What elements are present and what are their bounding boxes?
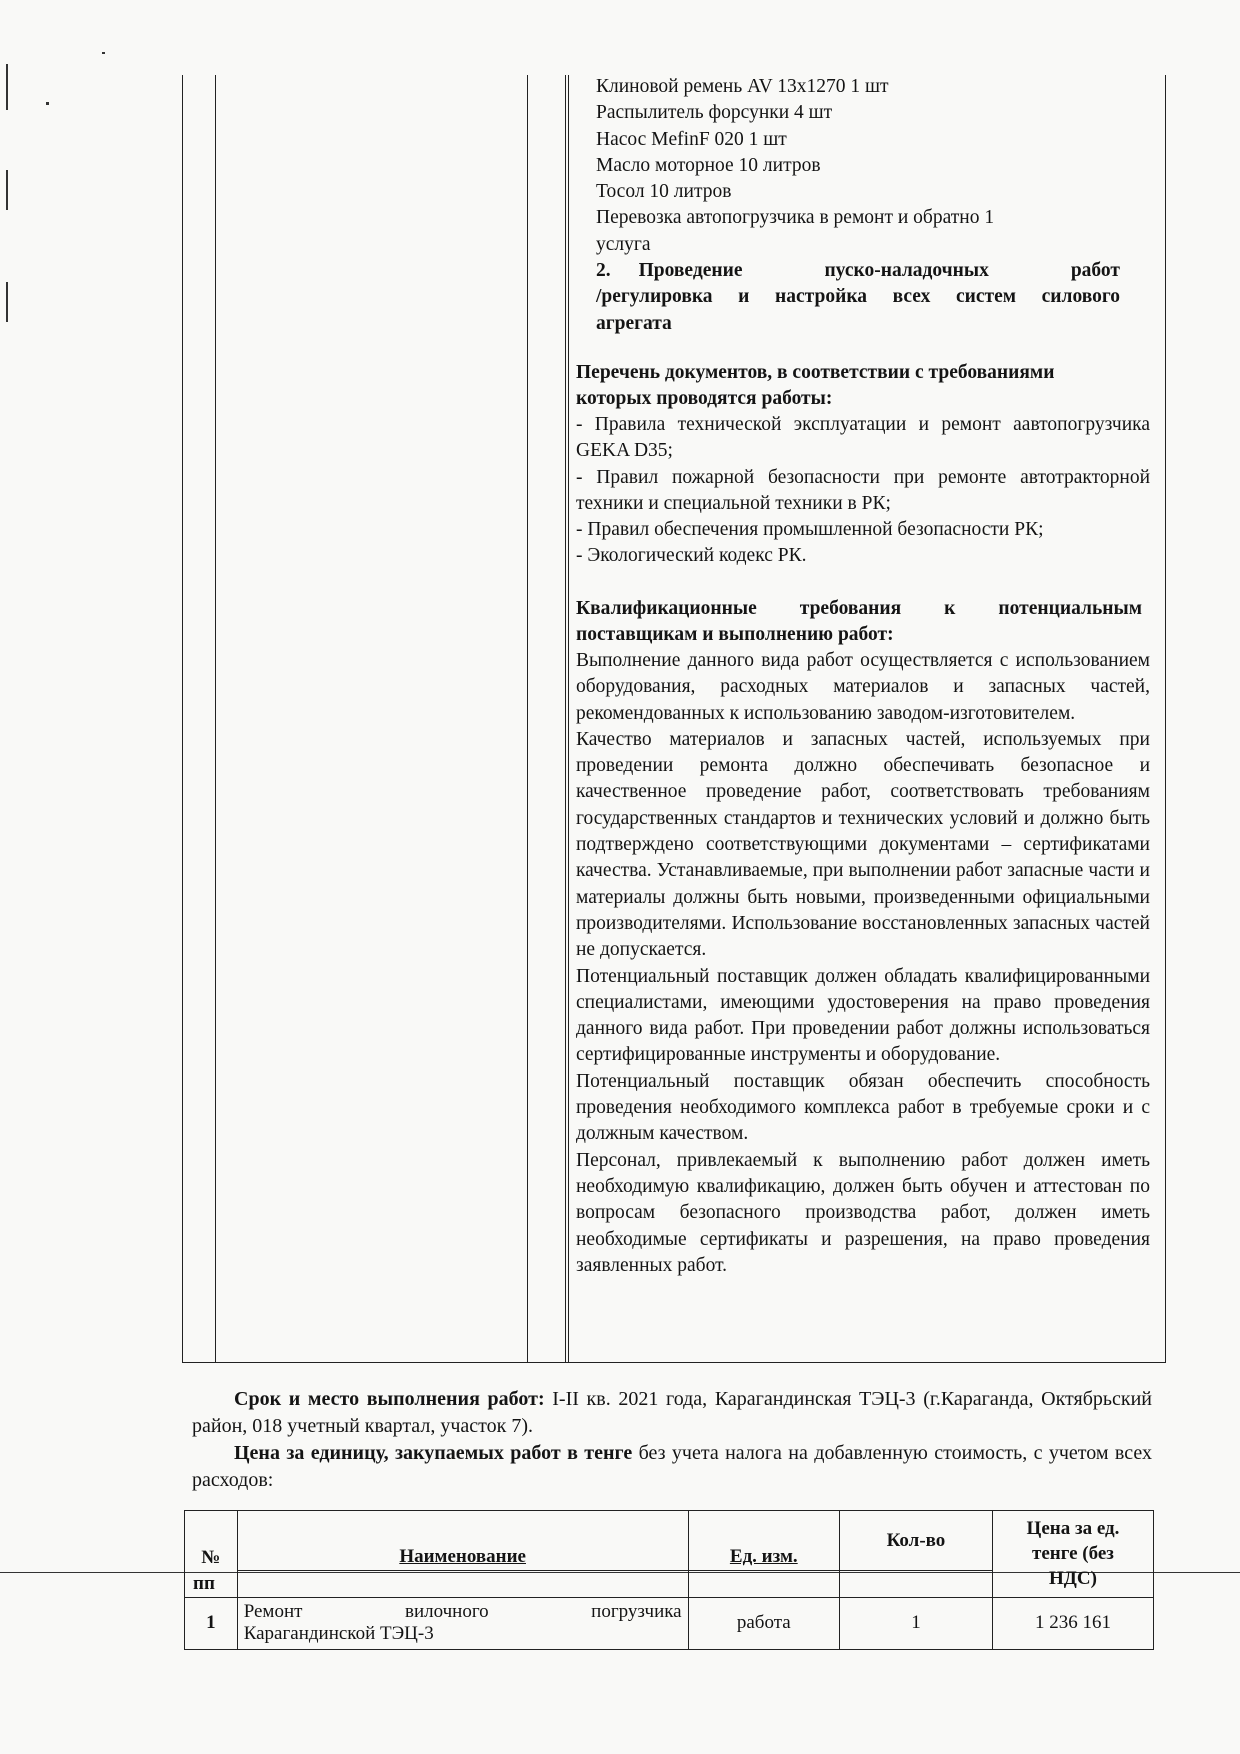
header-price: Цена за ед. тенге (без НДС) xyxy=(992,1511,1153,1598)
list-item: услуга xyxy=(596,233,651,255)
list-item: - Правила технической эксплуатации и ремонт аавтопогрузчика GEKA D35; xyxy=(576,414,1150,462)
price-note-paragraph xyxy=(192,1440,1152,1494)
list-item: Распылитель форсунки 4 шт xyxy=(596,102,833,124)
scan-mark xyxy=(6,64,8,110)
header-empty xyxy=(839,1571,992,1598)
item-2-line1: Проведение пуско-наладочных работ xyxy=(638,260,1120,281)
paragraph: Выполнение данного вида работ осуществляется с использованием оборудования, расходных материалов и запасных частей, рекомендованных к использованию заводом-изготовителем. xyxy=(576,650,1150,724)
table-column-divider xyxy=(215,75,216,1363)
item-2-line3: агрегата xyxy=(596,312,672,334)
header-empty xyxy=(237,1571,688,1598)
table-column-divider xyxy=(565,75,566,1363)
price-table xyxy=(184,1510,1154,1650)
paragraph: Потенциальный поставщик обязан обеспечить способность проведения необходимого комплекса работ в требуемые сроки и с должным качеством. xyxy=(576,1070,1150,1145)
documents-title: Перечень документов, в соответствии с требованиями которых проводятся работы: xyxy=(576,362,1055,410)
paragraph: Потенциальный поставщик должен обладать квалифицированными специалистами, имеющими удостоверения на право проведения данного вида работ. При проведении работ должны использоваться сертифицированные инструменты и оборудование. xyxy=(576,965,1150,1066)
scan-mark xyxy=(6,282,8,322)
item-2-heading xyxy=(596,258,1120,337)
row-num: 1 xyxy=(185,1597,238,1649)
scan-mark xyxy=(46,102,49,105)
header-num: № xyxy=(185,1511,238,1571)
table-column-divider xyxy=(527,75,528,1363)
qualification-text xyxy=(576,648,1150,1279)
price-note-text: без учета налога на добавленную стоимость, с учетом всех расходов: xyxy=(192,1442,1152,1491)
scan-mark xyxy=(6,170,8,210)
list-item: Клиновой ремень AV 13х1270 1 шт xyxy=(596,76,889,97)
table-header-row xyxy=(185,1511,1154,1571)
header-unit: Ед. изм. xyxy=(688,1511,839,1571)
terms-label: Срок и место выполнения работ: xyxy=(234,1388,545,1410)
header-num-cont: пп xyxy=(185,1571,238,1598)
row-name: Ремонт вилочного погрузчика Карагандинской ТЭЦ-3 xyxy=(237,1597,688,1649)
list-item: Перевозка автопогрузчика в ремонт и обратно 1 xyxy=(596,207,995,229)
item-2-line2: /регулировка и настройка всех систем силового xyxy=(596,286,1120,308)
table-row xyxy=(185,1597,1154,1649)
table-border-right xyxy=(1165,75,1166,1363)
table-column-divider xyxy=(568,75,569,1363)
terms-paragraph xyxy=(192,1386,1152,1440)
row-qty: 1 xyxy=(839,1597,992,1649)
parts-list xyxy=(596,74,1136,258)
list-item: - Правил обеспечения промышленной безопасности РК; xyxy=(576,519,1044,541)
row-price: 1 236 161 xyxy=(992,1597,1153,1649)
header-name: Наименование xyxy=(237,1511,688,1571)
list-item: - Правил пожарной безопасности при ремонте автотракторной техники и специальной техники в РК; xyxy=(576,466,1150,514)
list-item: - Экологический кодекс РК. xyxy=(576,545,807,567)
list-item: Насос MefinF 020 1 шт xyxy=(596,128,787,150)
documents-list xyxy=(576,412,1150,570)
qualification-title: Квалификационные требования к потенциальным поставщикам и выполнению работ: xyxy=(576,598,1142,646)
header-empty xyxy=(688,1571,839,1598)
list-item: Тосол 10 литров xyxy=(596,181,732,203)
list-item: Масло моторное 10 литров xyxy=(596,154,821,176)
paragraph: Качество материалов и запасных частей, используемых при проведении ремонта должно обеспечивать безопасное и качественное проведение работ, соответствовать требованиям государственных стандартов и технических условий и должно быть подтверждено соответствующими документами – сертификатами качества. Устанавливаемые, при выполнении работ запасные части и материалы должны быть новыми, произведенными официальными производителями. Использование восстановленных запасных частей не допускается. xyxy=(576,728,1150,961)
table-border-bottom xyxy=(182,1362,1166,1363)
paragraph: Персонал, привлекаемый к выполнению работ должен иметь необходимую квалификацию, должен быть обучен и аттестован по вопросам безопасного производства работ, должен иметь необходимые сертификаты и разрешения, на право проведения заявленных работ. xyxy=(576,1149,1150,1276)
table-border-left xyxy=(182,75,183,1363)
item-number: 2. xyxy=(596,260,611,281)
row-unit: работа xyxy=(688,1597,839,1649)
scan-mark xyxy=(102,52,105,54)
terms-text: I-II кв. 2021 года, Карагандинская ТЭЦ-3 (г.Караганда, Октябрьский район, 018 учетный квартал, участок 7). xyxy=(192,1388,1152,1437)
header-qty: Кол-во xyxy=(839,1511,992,1571)
price-note-label: Цена за единицу, закупаемых работ в тенге xyxy=(234,1442,633,1464)
